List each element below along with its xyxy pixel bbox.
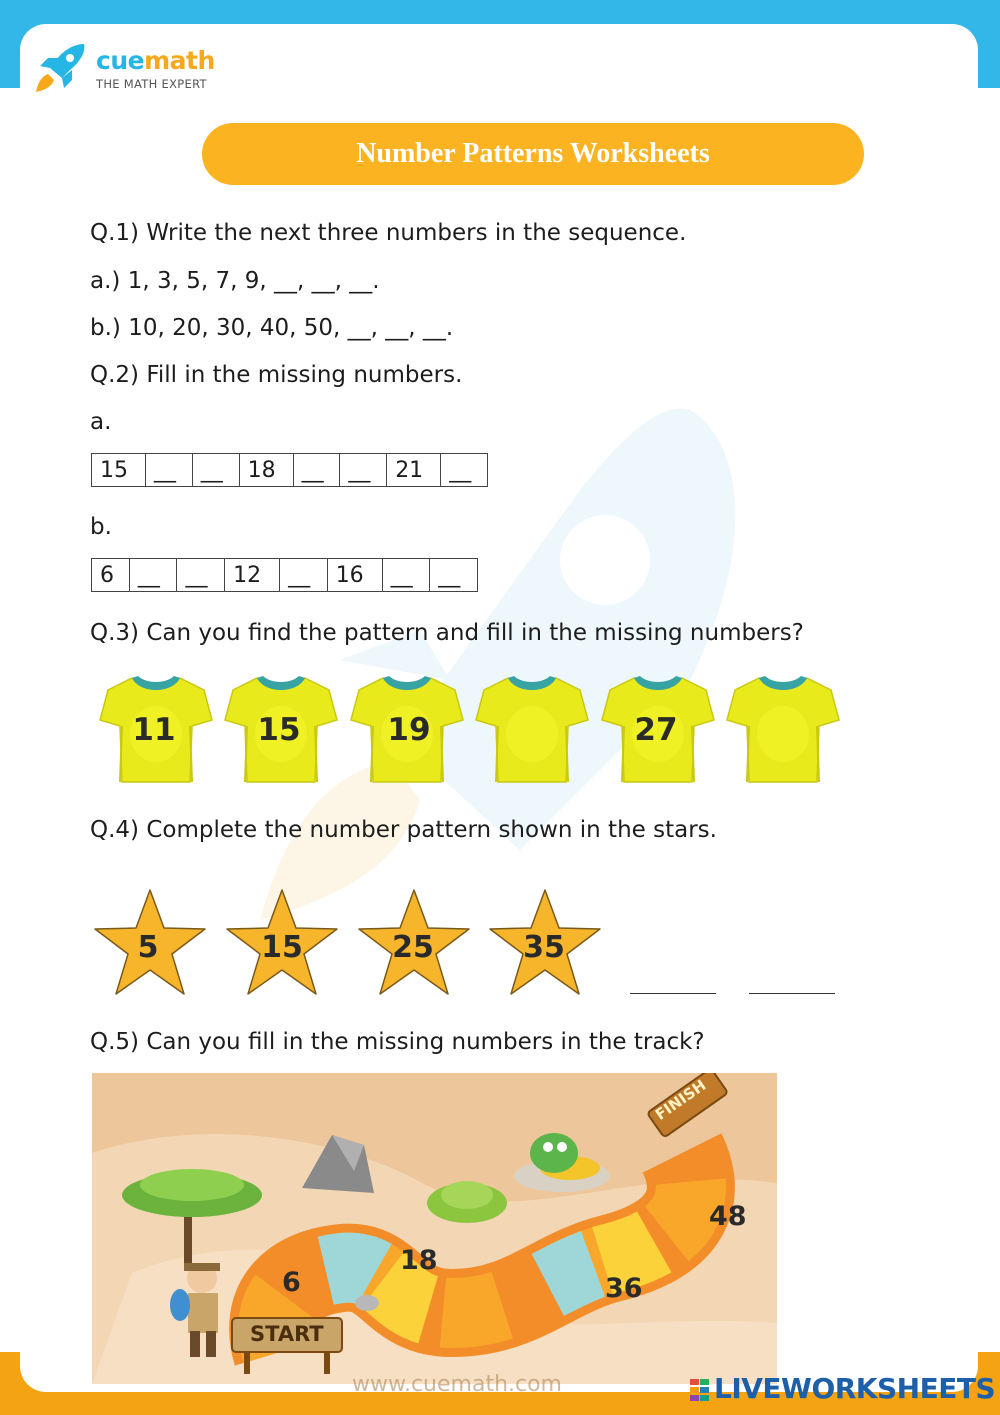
question-2: Q.2) Fill in the missing numbers. — [90, 362, 463, 388]
table-cell[interactable]: __ — [293, 454, 340, 487]
table-cell[interactable]: __ — [340, 454, 387, 487]
star-number: 15 — [261, 930, 303, 965]
shirt-4-blank[interactable] — [474, 672, 590, 786]
table-cell: 6 — [92, 559, 130, 592]
brand-logo-text — [96, 46, 215, 75]
table-cell: 18 — [239, 454, 293, 487]
question-4: Q.4) Complete the number pattern shown in the stars. — [90, 817, 717, 843]
track-number: 48 — [709, 1201, 747, 1232]
track-number: 36 — [605, 1273, 643, 1304]
table-cell: 21 — [387, 454, 441, 487]
table-cell: 15 — [92, 454, 146, 487]
brand-name-part-b: math — [144, 46, 215, 75]
finish-sign-label: FINISH — [652, 1076, 710, 1124]
sequence-table-a — [91, 453, 488, 487]
track-scene — [92, 1073, 777, 1384]
question-1a: a.) 1, 3, 5, 7, 9, __, __, __. — [90, 268, 380, 294]
star-number: 35 — [523, 930, 565, 965]
shirt-6-blank[interactable] — [725, 672, 841, 786]
star-number: 5 — [137, 930, 159, 965]
table-cell[interactable]: __ — [382, 559, 430, 592]
table-cell: 12 — [225, 559, 280, 592]
shirt-number: 11 — [132, 712, 176, 748]
start-sign-label: START — [250, 1322, 324, 1346]
table-cell[interactable]: __ — [177, 559, 225, 592]
shirt-number: 19 — [387, 712, 431, 748]
table-cell[interactable]: __ — [146, 454, 193, 487]
question-2b-label: b. — [90, 514, 112, 540]
question-1: Q.1) Write the next three numbers in the sequence. — [90, 220, 687, 246]
worksheet-title: Number Patterns Worksheets — [202, 123, 864, 185]
cuemath-rocket-logo-icon — [34, 42, 88, 94]
table-cell[interactable]: __ — [441, 454, 488, 487]
question-2a-label: a. — [90, 409, 112, 435]
table-cell[interactable]: __ — [192, 454, 239, 487]
answer-blank-2[interactable] — [749, 993, 835, 994]
shirt-number: 27 — [634, 712, 678, 748]
question-1b: b.) 10, 20, 30, 40, 50, __, __, __. — [90, 315, 454, 341]
table-cell[interactable]: __ — [430, 559, 478, 592]
liveworksheets-brand: LIVEWORKSHEETS — [714, 1372, 996, 1405]
sequence-table-b — [91, 558, 478, 592]
track-illustration — [92, 1073, 777, 1384]
answer-blank-1[interactable] — [630, 993, 716, 994]
question-5: Q.5) Can you fill in the missing numbers in the track? — [90, 1029, 705, 1055]
table-cell: 16 — [327, 559, 382, 592]
track-number: 6 — [282, 1267, 301, 1298]
star-number: 25 — [392, 930, 434, 965]
shirt-number: 15 — [257, 712, 301, 748]
table-cell[interactable]: __ — [280, 559, 328, 592]
liveworksheets-logo-icon — [690, 1379, 710, 1401]
website-watermark: www.cuemath.com — [352, 1372, 562, 1397]
brand-tagline: THE MATH EXPERT — [96, 77, 207, 91]
brand-name-part-a: cue — [96, 46, 145, 75]
question-3: Q.3) Can you find the pattern and fill in the missing numbers? — [90, 620, 804, 646]
table-cell[interactable]: __ — [129, 559, 177, 592]
track-number: 18 — [400, 1245, 438, 1276]
